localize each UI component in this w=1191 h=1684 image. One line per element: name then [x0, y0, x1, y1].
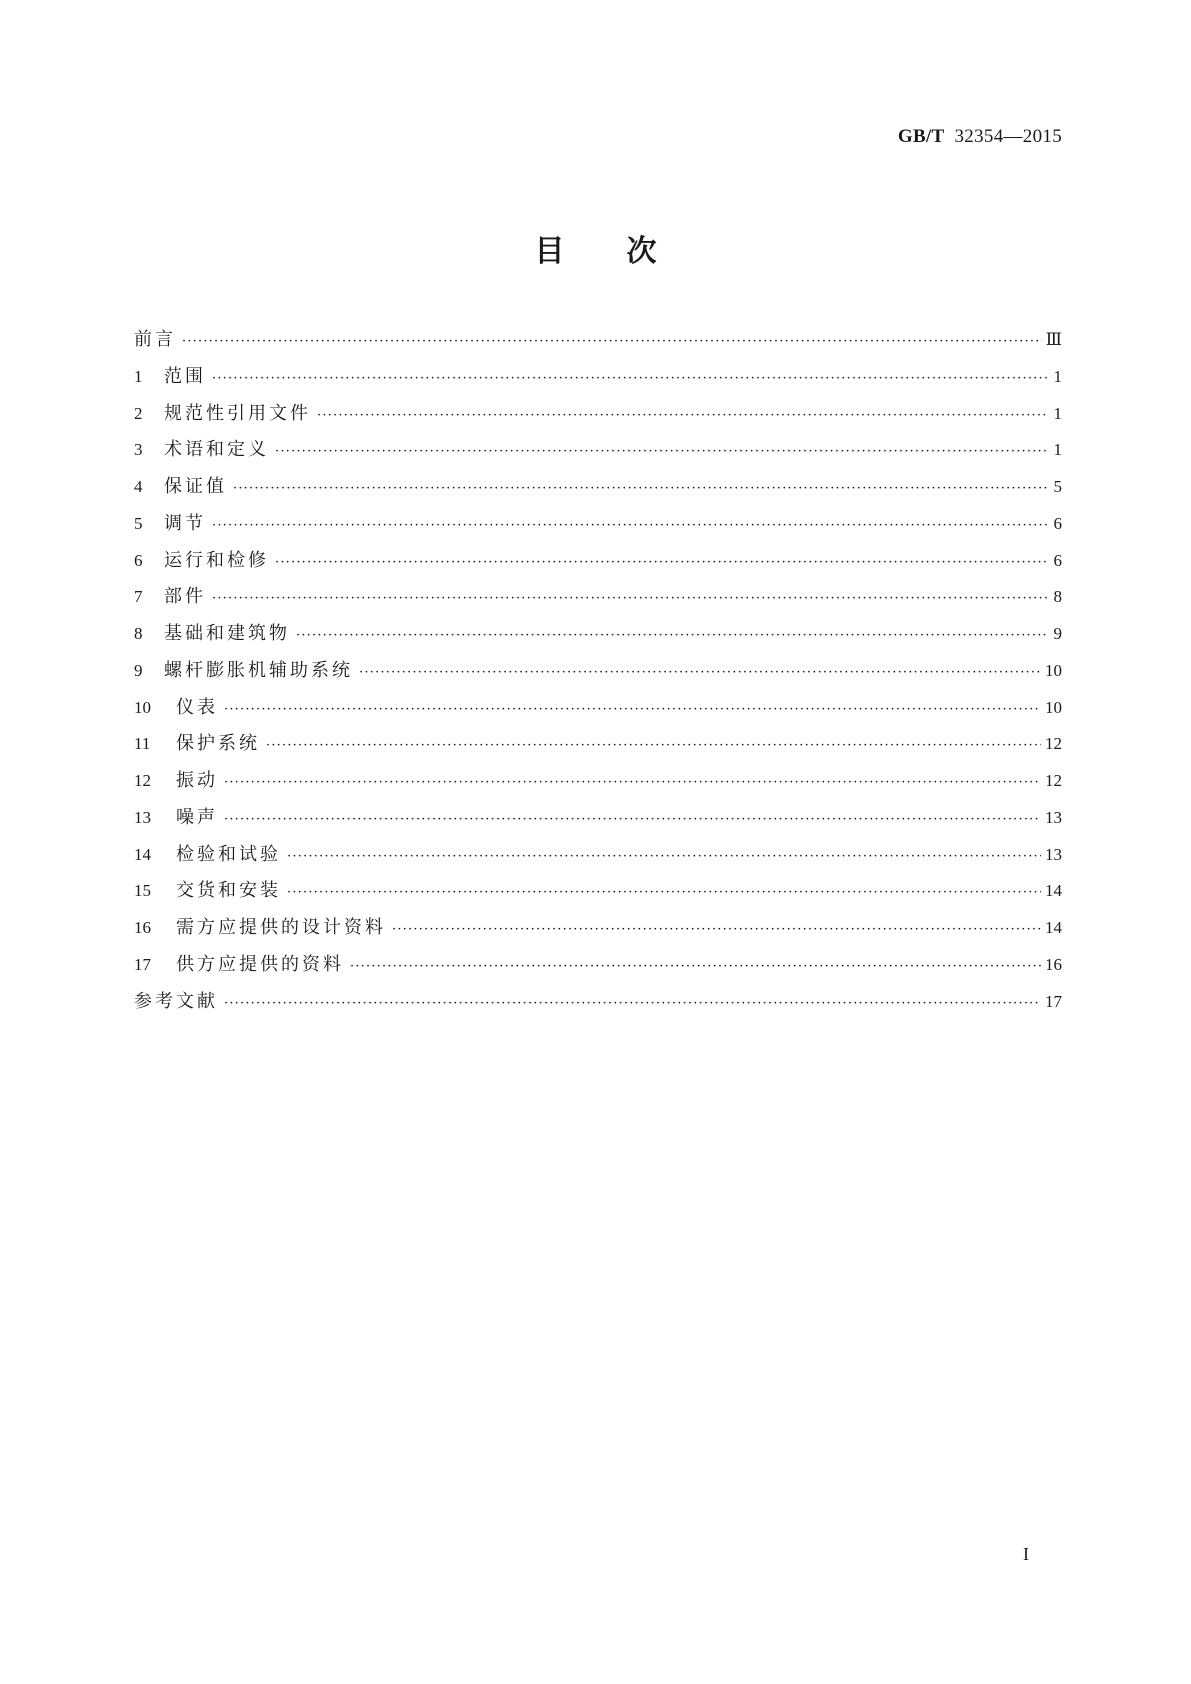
toc-entry[interactable]	[134, 585, 1062, 622]
toc-entry-label: 部件	[164, 586, 206, 608]
standard-prefix: GB/T	[897, 126, 945, 147]
toc-entry[interactable]	[134, 916, 1062, 953]
toc-entry-number: 1	[134, 366, 143, 386]
toc-dot-leader	[266, 734, 1041, 758]
toc-dot-leader	[224, 992, 1041, 1016]
toc-entry-number: 10	[134, 697, 151, 717]
toc-entry-number: 17	[134, 954, 151, 974]
table-of-contents	[134, 328, 1062, 1026]
toc-entry-label: 术语和定义	[164, 439, 269, 461]
toc-entry[interactable]	[134, 990, 1062, 1027]
toc-entry-label: 交货和安装	[176, 880, 281, 902]
toc-entry-label: 保护系统	[176, 733, 260, 755]
toc-title: 目次	[534, 234, 719, 269]
toc-dot-leader	[392, 918, 1041, 942]
toc-entry[interactable]	[134, 769, 1062, 806]
toc-entry-label: 检验和试验	[176, 843, 281, 865]
toc-entry-label: 范围	[164, 365, 206, 387]
toc-entry-page: 16	[1045, 954, 1062, 974]
toc-entry-page: 12	[1045, 734, 1062, 754]
toc-entry-label: 运行和检修	[164, 549, 269, 571]
toc-dot-leader	[182, 330, 1042, 354]
toc-entry-page: 5	[1053, 477, 1062, 496]
standard-number: 32354—2015	[954, 126, 1062, 147]
toc-entry[interactable]	[134, 622, 1062, 659]
toc-entry[interactable]	[134, 806, 1062, 843]
toc-dot-leader	[212, 367, 1048, 391]
toc-entry-label: 前言	[134, 329, 176, 350]
toc-entry-page: 14	[1045, 881, 1062, 901]
toc-entry-number: 2	[134, 403, 143, 423]
toc-entry[interactable]	[134, 549, 1062, 586]
toc-entry-page: 6	[1053, 550, 1062, 570]
toc-entry-page: 8	[1053, 587, 1062, 607]
toc-entry-label: 规范性引用文件	[164, 402, 311, 424]
toc-entry[interactable]	[134, 438, 1062, 475]
toc-entry-page: 17	[1045, 991, 1062, 1011]
toc-entry-label: 振动	[176, 770, 218, 791]
toc-entry[interactable]	[134, 402, 1062, 439]
toc-dot-leader	[296, 624, 1048, 648]
toc-dot-leader	[275, 551, 1048, 575]
toc-entry-label: 噪声	[176, 806, 218, 828]
toc-dot-leader	[212, 514, 1048, 538]
standard-code	[898, 126, 1062, 148]
toc-dot-leader	[224, 771, 1041, 795]
toc-entry-number: 15	[134, 881, 151, 901]
toc-entry-label: 保证值	[164, 476, 227, 497]
toc-entry-page: 12	[1045, 771, 1062, 790]
toc-entry-page: 14	[1045, 918, 1062, 937]
toc-entry[interactable]	[134, 696, 1062, 733]
toc-entry[interactable]	[134, 365, 1062, 402]
toc-dot-leader	[224, 808, 1041, 832]
toc-entry[interactable]	[134, 732, 1062, 769]
toc-dot-leader	[359, 661, 1041, 685]
toc-entry-number: 6	[134, 550, 143, 570]
toc-entry-label: 需方应提供的设计资料	[176, 917, 386, 938]
toc-entry-page: 10	[1045, 660, 1062, 680]
toc-dot-leader	[233, 477, 1048, 501]
toc-entry[interactable]	[134, 953, 1062, 990]
toc-entry-number: 5	[134, 513, 143, 533]
toc-dot-leader	[275, 440, 1048, 464]
toc-entry-page: 13	[1045, 844, 1062, 864]
toc-entry-page: 9	[1053, 624, 1062, 643]
toc-entry-label: 基础和建筑物	[164, 623, 290, 644]
toc-entry-number: 3	[134, 440, 143, 460]
toc-dot-leader	[224, 698, 1041, 722]
toc-dot-leader	[212, 587, 1048, 611]
toc-entry-page: 13	[1045, 807, 1062, 827]
toc-entry-label: 仪表	[176, 696, 218, 718]
toc-entry[interactable]	[134, 659, 1062, 696]
toc-dot-leader	[317, 404, 1048, 428]
toc-entry-label: 供方应提供的资料	[176, 953, 344, 975]
toc-entry-page: 10	[1045, 697, 1062, 717]
toc-entry-number: 12	[134, 771, 151, 790]
toc-entry[interactable]	[134, 879, 1062, 916]
toc-entry-page: Ⅲ	[1045, 330, 1062, 349]
toc-entry-number: 8	[134, 624, 143, 643]
toc-entry[interactable]	[134, 843, 1062, 880]
toc-entry-label: 参考文献	[134, 990, 218, 1012]
toc-entry-number: 14	[134, 844, 151, 864]
toc-entry-page: 1	[1053, 440, 1062, 460]
page-number: I	[1023, 1544, 1029, 1564]
toc-dot-leader	[287, 881, 1041, 905]
toc-entry-page: 6	[1053, 513, 1062, 533]
toc-dot-leader	[350, 955, 1041, 979]
toc-entry-number: 16	[134, 918, 151, 937]
toc-entry-number: 4	[134, 477, 143, 496]
toc-entry-label: 螺杆膨胀机辅助系统	[164, 659, 353, 681]
toc-entry[interactable]	[134, 328, 1062, 365]
toc-entry-label: 调节	[164, 512, 206, 534]
toc-dot-leader	[287, 845, 1041, 869]
toc-entry[interactable]	[134, 475, 1062, 512]
toc-entry-number: 11	[134, 734, 151, 754]
toc-entry-number: 13	[134, 807, 151, 827]
toc-entry-number: 7	[134, 587, 143, 607]
toc-entry-number: 9	[134, 660, 143, 680]
toc-entry-page: 1	[1053, 366, 1062, 386]
toc-entry[interactable]	[134, 512, 1062, 549]
toc-entry-page: 1	[1053, 403, 1062, 423]
